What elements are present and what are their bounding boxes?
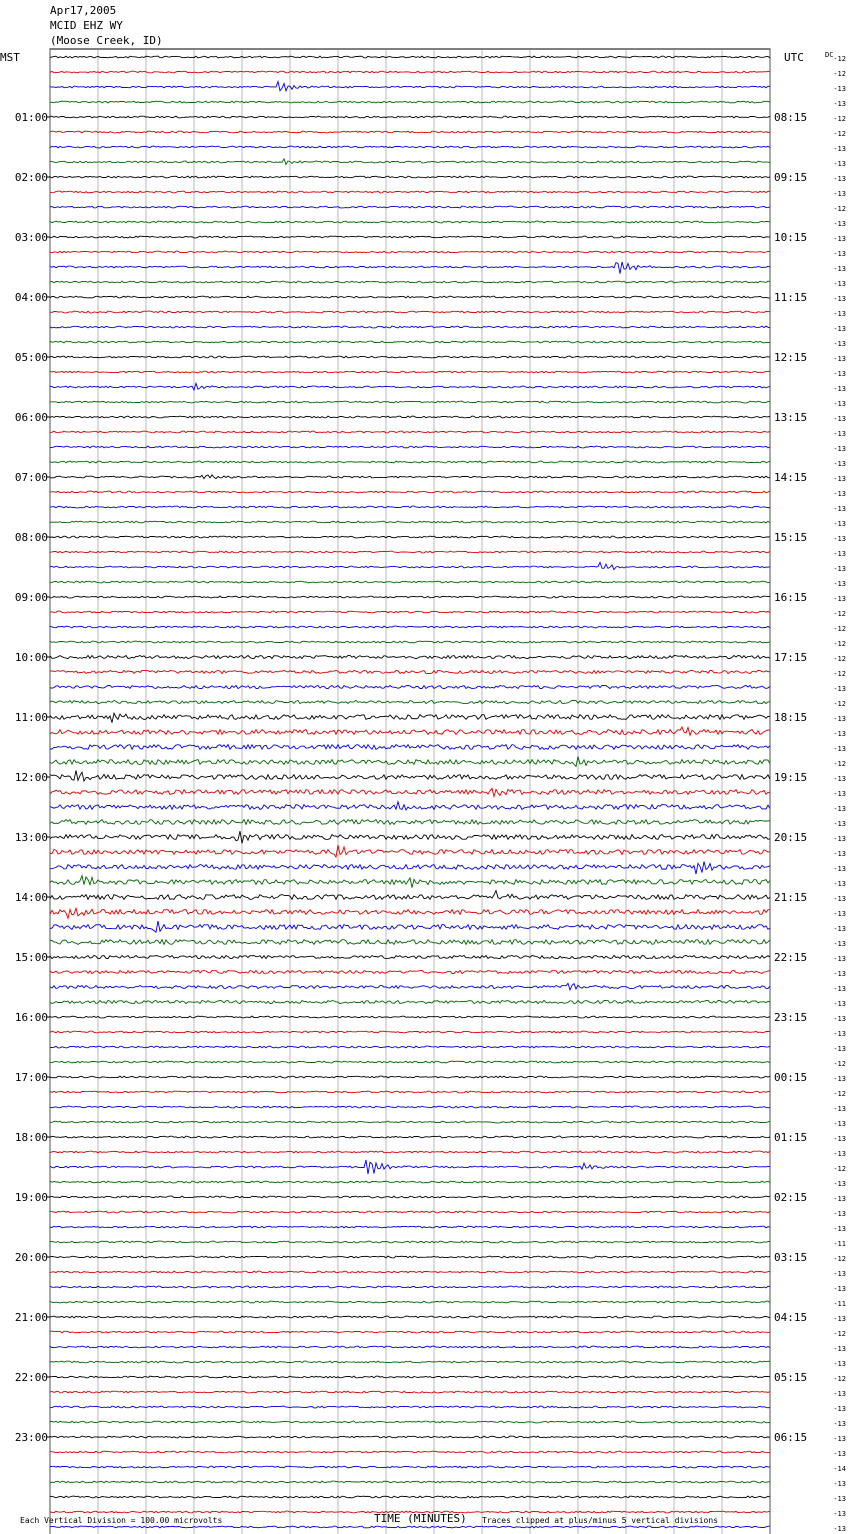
dc-offset-label: -13 xyxy=(833,265,846,273)
trace-row xyxy=(50,921,770,932)
trace-row xyxy=(50,1346,770,1348)
trace-row xyxy=(50,82,770,91)
left-time-label: 11:00 xyxy=(14,711,48,724)
dc-offset-label: -13 xyxy=(833,1225,846,1233)
trace-row xyxy=(50,56,770,58)
trace-row xyxy=(50,862,770,875)
dc-offset-label: -13 xyxy=(833,400,846,408)
dc-offset-label: -12 xyxy=(833,1165,846,1173)
dc-offset-label: -12 xyxy=(833,640,846,648)
trace-row xyxy=(50,551,770,553)
right-time-label: 03:15 xyxy=(774,1251,808,1264)
dc-offset-label: -13 xyxy=(833,1315,846,1323)
trace-row xyxy=(50,159,770,165)
dc-offset-label: -13 xyxy=(833,550,846,558)
dc-offset-label: -12 xyxy=(833,700,846,708)
dc-offset-label: -13 xyxy=(833,1195,846,1203)
trace-row xyxy=(50,1211,770,1213)
trace-row xyxy=(50,1106,770,1108)
trace-row xyxy=(50,262,770,274)
plot-frame xyxy=(50,49,770,1534)
dc-offset-label: -13 xyxy=(833,430,846,438)
right-time-label: 11:15 xyxy=(774,291,808,304)
dc-offset-label: -12 xyxy=(833,1375,846,1383)
trace-row xyxy=(50,475,770,479)
dc-offset-label: -13 xyxy=(833,1345,846,1353)
trace-row xyxy=(50,1391,770,1393)
trace-row xyxy=(50,1256,770,1258)
dc-offset-label: -13 xyxy=(833,745,846,753)
trace-row xyxy=(50,326,770,328)
dc-offset-label: -12 xyxy=(833,625,846,633)
left-time-label: 05:00 xyxy=(14,351,48,364)
trace-row xyxy=(50,1181,770,1183)
left-axis-label: MST xyxy=(0,51,20,64)
dc-offset-label: -12 xyxy=(833,610,846,618)
trace-row xyxy=(50,820,770,825)
left-time-label: 06:00 xyxy=(14,411,48,424)
dc-offset-label: -13 xyxy=(833,595,846,603)
dc-offset-label: -12 xyxy=(833,760,846,768)
trace-row xyxy=(50,521,770,523)
trace-row xyxy=(50,1031,770,1033)
left-time-label: 03:00 xyxy=(14,231,48,244)
trace-row xyxy=(50,1301,770,1303)
dc-offset-label: -13 xyxy=(833,565,846,573)
trace-row xyxy=(50,1316,770,1318)
trace-row xyxy=(50,700,770,703)
trace-row xyxy=(50,983,770,990)
trace-row xyxy=(50,371,770,373)
trace-row xyxy=(50,970,770,973)
left-time-label: 22:00 xyxy=(14,1371,48,1384)
trace-row xyxy=(50,757,770,767)
dc-offset-label: -13 xyxy=(833,1390,846,1398)
dc-offset-label: -12 xyxy=(833,1330,846,1338)
dc-offset-label: -12 xyxy=(833,655,846,663)
trace-row xyxy=(50,713,770,722)
dc-offset-label: -13 xyxy=(833,1210,846,1218)
trace-row xyxy=(50,1361,770,1363)
dc-offset-label: -12 xyxy=(833,1255,846,1263)
dc-offset-label: -13 xyxy=(833,685,846,693)
trace-row xyxy=(50,356,770,358)
left-time-label: 16:00 xyxy=(14,1011,48,1024)
trace-row xyxy=(50,1421,770,1423)
dc-offset-label: -13 xyxy=(833,1135,846,1143)
trace-row xyxy=(50,908,770,918)
dc-offset-label: -13 xyxy=(833,490,846,498)
trace-row xyxy=(50,146,770,148)
trace-row xyxy=(50,221,770,223)
trace-row xyxy=(50,626,770,628)
right-time-label: 22:15 xyxy=(774,951,808,964)
left-time-label: 21:00 xyxy=(14,1311,48,1324)
dc-offset-label: -13 xyxy=(833,1495,846,1503)
trace-row xyxy=(50,116,770,118)
dc-offset-label: -13 xyxy=(833,100,846,108)
trace-row xyxy=(50,802,770,810)
trace-row xyxy=(50,446,770,448)
seismic-traces xyxy=(50,56,770,1534)
dc-offset-label: -13 xyxy=(833,250,846,258)
right-time-label: 20:15 xyxy=(774,831,808,844)
right-time-label: 06:15 xyxy=(774,1431,808,1444)
dc-offset-label: -13 xyxy=(833,970,846,978)
dc-offset-label: -13 xyxy=(833,1120,846,1128)
trace-row xyxy=(50,1160,770,1174)
dc-offset-label: -12 xyxy=(833,130,846,138)
dc-offset-label: -13 xyxy=(833,1510,846,1518)
right-time-label: 01:15 xyxy=(774,1131,808,1144)
dc-offset-label: -13 xyxy=(833,925,846,933)
dc-offset-label: -13 xyxy=(833,850,846,858)
dc-offset-label: -13 xyxy=(833,1150,846,1158)
dc-offset-label: -13 xyxy=(833,985,846,993)
axis-labels xyxy=(15,55,846,1534)
dc-offset-label: -13 xyxy=(833,1000,846,1008)
trace-row xyxy=(50,206,770,208)
trace-row xyxy=(50,101,770,103)
dc-offset-label: -13 xyxy=(833,1360,846,1368)
trace-row xyxy=(50,401,770,403)
trace-row xyxy=(50,491,770,493)
left-time-label: 13:00 xyxy=(14,831,48,844)
trace-row xyxy=(50,1271,770,1273)
dc-offset-label: -13 xyxy=(833,790,846,798)
trace-row xyxy=(50,1046,770,1048)
right-time-label: 13:15 xyxy=(774,411,808,424)
trace-row xyxy=(50,1076,770,1078)
left-time-label: 10:00 xyxy=(14,651,48,664)
trace-row xyxy=(50,431,770,433)
trace-row xyxy=(50,771,770,782)
header-location: (Moose Creek, ID) xyxy=(50,34,163,47)
trace-row xyxy=(50,1061,770,1063)
trace-row xyxy=(50,1091,770,1093)
dc-offset-label: -12 xyxy=(833,70,846,78)
dc-offset-label: -13 xyxy=(833,940,846,948)
dc-offset-label: -13 xyxy=(833,160,846,168)
dc-offset-label: -13 xyxy=(833,1420,846,1428)
trace-row xyxy=(50,131,770,133)
right-time-label: 18:15 xyxy=(774,711,808,724)
dc-offset-label: -13 xyxy=(833,385,846,393)
right-time-label: 12:15 xyxy=(774,351,808,364)
dc-offset-label: -13 xyxy=(833,1435,846,1443)
dc-label: DC xyxy=(825,51,834,59)
trace-row xyxy=(50,311,770,313)
dc-offset-label: -13 xyxy=(833,445,846,453)
dc-offset-label: -13 xyxy=(833,175,846,183)
left-time-label: 15:00 xyxy=(14,951,48,964)
dc-offset-label: -13 xyxy=(833,415,846,423)
trace-row xyxy=(50,845,770,857)
dc-offset-label: -12 xyxy=(833,115,846,123)
right-time-label: 04:15 xyxy=(774,1311,808,1324)
right-time-label: 05:15 xyxy=(774,1371,808,1384)
right-time-label: 08:15 xyxy=(774,111,808,124)
trace-row xyxy=(50,416,770,418)
header-date: Apr17,2005 xyxy=(50,4,117,17)
trace-row xyxy=(50,1000,770,1003)
dc-offset-label: -12 xyxy=(833,670,846,678)
trace-row xyxy=(50,1451,770,1453)
left-time-label: 23:00 xyxy=(14,1431,48,1444)
dc-offset-label: -13 xyxy=(833,820,846,828)
trace-row xyxy=(50,727,770,735)
trace-row xyxy=(50,940,770,945)
right-time-label: 14:15 xyxy=(774,471,808,484)
trace-row xyxy=(50,745,770,750)
trace-row xyxy=(50,461,770,463)
trace-row xyxy=(50,581,770,583)
left-time-label: 08:00 xyxy=(14,531,48,544)
left-time-label: 02:00 xyxy=(14,171,48,184)
dc-offset-label: -13 xyxy=(833,1405,846,1413)
left-time-label: 14:00 xyxy=(14,891,48,904)
scale-note: Each Vertical Division = 100.00 microvolts xyxy=(20,1516,223,1525)
trace-row xyxy=(50,641,770,643)
right-time-label: 21:15 xyxy=(774,891,808,904)
trace-row xyxy=(50,1286,770,1288)
trace-row xyxy=(50,1406,770,1408)
dc-offset-label: -13 xyxy=(833,865,846,873)
trace-row xyxy=(50,685,770,688)
dc-offset-label: -13 xyxy=(833,895,846,903)
trace-row xyxy=(50,670,770,673)
dc-offset-label: -13 xyxy=(833,220,846,228)
dc-offset-label: -12 xyxy=(833,205,846,213)
dc-offset-label: -13 xyxy=(833,505,846,513)
dc-offset-label: -13 xyxy=(833,1480,846,1488)
dc-offset-label: -13 xyxy=(833,85,846,93)
trace-row xyxy=(50,1241,770,1243)
dc-offset-label: -13 xyxy=(833,1030,846,1038)
trace-row xyxy=(50,191,770,193)
trace-row xyxy=(50,281,770,283)
dc-offset-label: -13 xyxy=(833,1045,846,1053)
trace-row xyxy=(50,1196,770,1198)
dc-offset-label: -13 xyxy=(833,1450,846,1458)
right-time-label: 15:15 xyxy=(774,531,808,544)
trace-row xyxy=(50,655,770,658)
dc-offset-label: -13 xyxy=(833,715,846,723)
dc-offset-label: -13 xyxy=(833,355,846,363)
left-time-label: 20:00 xyxy=(14,1251,48,1264)
dc-offset-label: -13 xyxy=(833,475,846,483)
dc-offset-label: -13 xyxy=(833,880,846,888)
dc-offset-label: -14 xyxy=(833,1465,846,1473)
right-axis-label: UTC xyxy=(784,51,804,64)
trace-row xyxy=(50,596,770,598)
dc-offset-label: -13 xyxy=(833,235,846,243)
trace-row xyxy=(50,876,770,888)
dc-offset-label: -13 xyxy=(833,1285,846,1293)
trace-row xyxy=(50,1376,770,1378)
right-time-label: 16:15 xyxy=(774,591,808,604)
right-time-label: 02:15 xyxy=(774,1191,808,1204)
left-time-label: 04:00 xyxy=(14,291,48,304)
trace-row xyxy=(50,831,770,843)
trace-row xyxy=(50,1121,770,1123)
x-axis-label: TIME (MINUTES) xyxy=(374,1512,467,1525)
dc-offset-label: -13 xyxy=(833,1270,846,1278)
dc-offset-label: -13 xyxy=(833,520,846,528)
left-time-label: 07:00 xyxy=(14,471,48,484)
dc-offset-label: -13 xyxy=(833,1105,846,1113)
dc-offset-label: -13 xyxy=(833,535,846,543)
dc-offset-label: -13 xyxy=(833,325,846,333)
trace-row xyxy=(50,383,770,390)
trace-row xyxy=(50,788,770,796)
trace-row xyxy=(50,1526,770,1528)
trace-row xyxy=(50,1151,770,1153)
clip-note: Traces clipped at plus/minus 5 vertical divisions xyxy=(482,1516,719,1525)
left-time-label: 09:00 xyxy=(14,591,48,604)
left-time-label: 18:00 xyxy=(14,1131,48,1144)
header-station: MCID EHZ WY xyxy=(50,19,123,32)
dc-offset-label: -13 xyxy=(833,955,846,963)
left-time-label: 17:00 xyxy=(14,1071,48,1084)
left-time-label: 12:00 xyxy=(14,771,48,784)
dc-offset-label: -13 xyxy=(833,460,846,468)
trace-row xyxy=(50,1481,770,1483)
dc-offset-label: -13 xyxy=(833,295,846,303)
left-time-label: 01:00 xyxy=(14,111,48,124)
trace-row xyxy=(50,1136,770,1138)
dc-offset-label: -11 xyxy=(833,1300,846,1308)
dc-offset-label: -13 xyxy=(833,190,846,198)
trace-row xyxy=(50,236,770,238)
trace-row xyxy=(50,296,770,298)
dc-offset-label: -13 xyxy=(833,280,846,288)
dc-offset-label: -13 xyxy=(833,805,846,813)
trace-row xyxy=(50,1331,770,1333)
trace-row xyxy=(50,1496,770,1498)
trace-row xyxy=(50,611,770,613)
dc-offset-label: -12 xyxy=(833,1060,846,1068)
right-time-label: 00:15 xyxy=(774,1071,808,1084)
dc-offset-label: -13 xyxy=(833,580,846,588)
trace-row xyxy=(50,1436,770,1438)
dc-offset-label: -13 xyxy=(833,730,846,738)
dc-offset-label: -13 xyxy=(833,1180,846,1188)
dc-offset-label: -13 xyxy=(833,310,846,318)
trace-row xyxy=(50,506,770,508)
dc-offset-label: -12 xyxy=(833,55,846,63)
right-time-label: 09:15 xyxy=(774,171,808,184)
right-time-label: 10:15 xyxy=(774,231,808,244)
dc-offset-label: -12 xyxy=(833,1090,846,1098)
dc-offset-label: -13 xyxy=(833,775,846,783)
trace-row xyxy=(50,176,770,178)
dc-offset-label: -13 xyxy=(833,370,846,378)
dc-offset-label: -13 xyxy=(833,1525,846,1533)
dc-offset-label: -13 xyxy=(833,1075,846,1083)
dc-offset-label: -11 xyxy=(833,1240,846,1248)
trace-row xyxy=(50,891,770,900)
right-time-label: 19:15 xyxy=(774,771,808,784)
trace-row xyxy=(50,251,770,253)
trace-row xyxy=(50,71,770,73)
trace-row xyxy=(50,1016,770,1018)
right-time-label: 17:15 xyxy=(774,651,808,664)
right-time-label: 23:15 xyxy=(774,1011,808,1024)
dc-offset-label: -13 xyxy=(833,835,846,843)
dc-offset-label: -13 xyxy=(833,340,846,348)
trace-row xyxy=(50,1226,770,1228)
trace-row xyxy=(50,1466,770,1468)
dc-offset-label: -13 xyxy=(833,910,846,918)
trace-row xyxy=(50,341,770,343)
trace-row xyxy=(50,536,770,538)
trace-row xyxy=(50,562,770,569)
trace-row xyxy=(50,955,770,958)
dc-offset-label: -13 xyxy=(833,145,846,153)
dc-offset-label: -13 xyxy=(833,1015,846,1023)
left-time-label: 19:00 xyxy=(14,1191,48,1204)
